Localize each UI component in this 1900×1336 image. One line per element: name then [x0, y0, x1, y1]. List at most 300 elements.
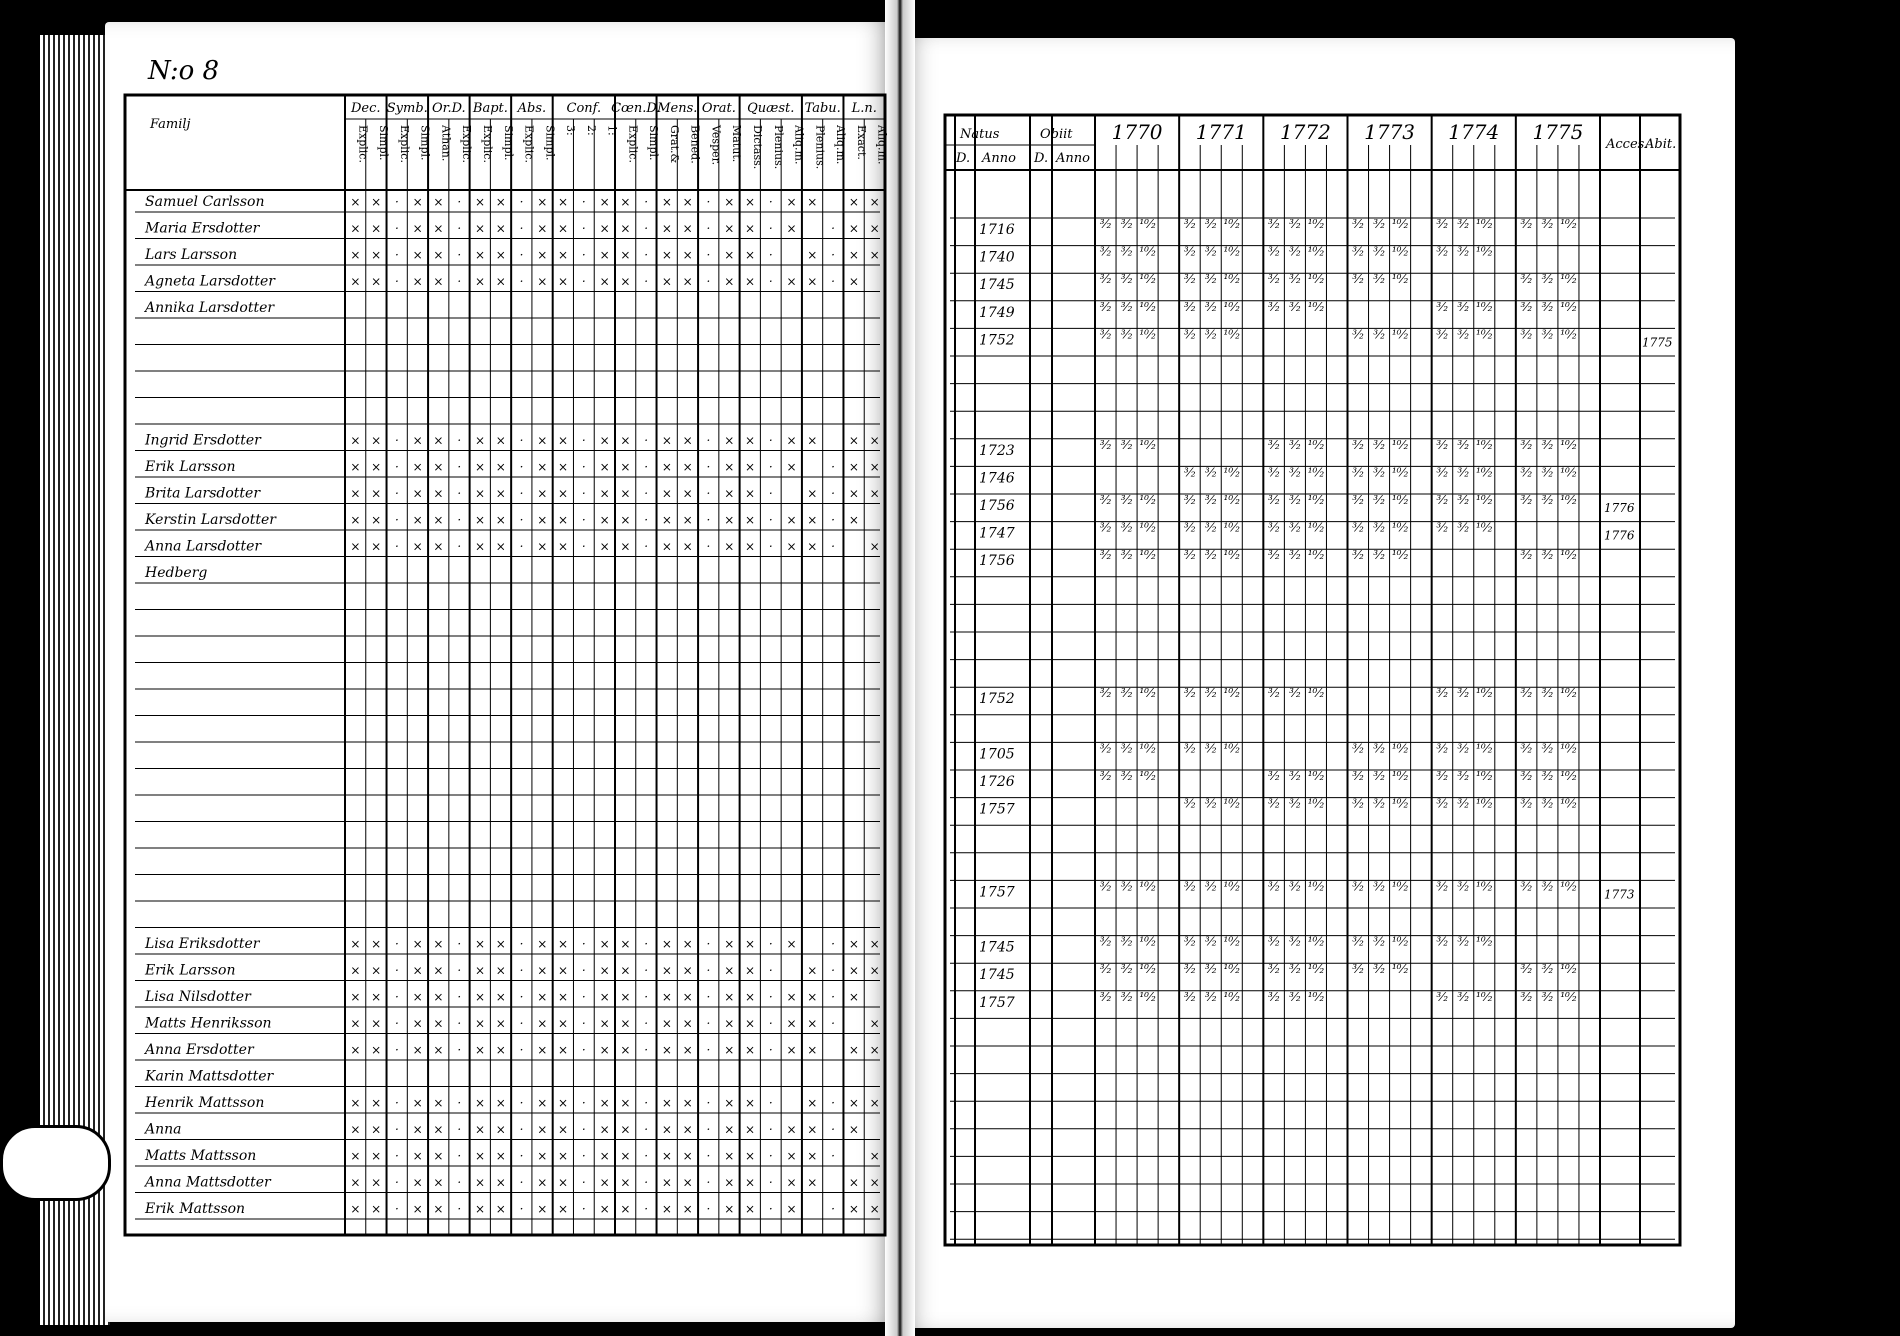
knowledge-mark: × [495, 937, 506, 951]
knowledge-mark: × [869, 1175, 880, 1190]
exam-mark: ¹⁰⁄₂ [1476, 465, 1493, 480]
member-name: Annika Larsdotter [145, 300, 275, 316]
knowledge-mark: · [457, 433, 462, 448]
knowledge-mark: · [395, 195, 399, 209]
knowledge-mark: × [599, 1202, 610, 1216]
exam-mark: ¹⁰⁄₂ [1139, 879, 1156, 894]
knowledge-mark: · [519, 221, 524, 236]
knowledge-mark: × [620, 990, 631, 1004]
knowledge-mark: × [724, 486, 735, 501]
exam-mark: ³⁄₂ [1373, 769, 1385, 783]
member-name: Anna Larsdotter [145, 538, 262, 555]
member-name: Erik Larsson [145, 459, 236, 475]
exam-mark: ³⁄₂ [1289, 244, 1301, 259]
knowledge-mark: · [831, 248, 835, 262]
exam-mark: ³⁄₂ [1120, 741, 1133, 756]
knowledge-mark: × [371, 1202, 382, 1216]
exam-mark: ³⁄₂ [1373, 520, 1385, 535]
sub-column-label: 1: [605, 125, 619, 136]
knowledge-mark: · [768, 274, 773, 289]
knowledge-mark: × [350, 248, 361, 262]
member-name: Karin Mattsdotter [145, 1068, 274, 1085]
knowledge-mark: · [395, 1149, 399, 1163]
knowledge-mark: · [768, 486, 773, 501]
knowledge-mark: × [474, 1096, 486, 1110]
exam-mark: ¹⁰⁄₂ [1307, 989, 1325, 1004]
member-name: Lisa Eriksdotter [145, 936, 260, 952]
knowledge-mark: × [661, 937, 672, 951]
exam-mark: ³⁄₂ [1268, 437, 1280, 452]
knowledge-mark: × [682, 433, 693, 448]
knowledge-mark: · [519, 539, 524, 554]
knowledge-mark: × [661, 1149, 672, 1163]
knowledge-mark: × [558, 1096, 569, 1110]
exam-mark: ³⁄₂ [1120, 272, 1133, 287]
knowledge-mark: × [433, 513, 444, 527]
knowledge-mark: × [433, 433, 444, 448]
exam-mark: ³⁄₂ [1457, 327, 1470, 342]
exam-mark: ³⁄₂ [1541, 796, 1554, 811]
exam-mark: ³⁄₂ [1183, 493, 1196, 507]
knowledge-mark: × [786, 274, 797, 289]
knowledge-mark: × [869, 1096, 880, 1110]
knowledge-mark: × [537, 513, 548, 527]
group-label: Orat. [701, 101, 736, 116]
knowledge-mark: · [519, 1149, 524, 1163]
knowledge-mark: × [724, 221, 735, 236]
exam-mark: ³⁄₂ [1268, 272, 1280, 287]
exam-mark: ³⁄₂ [1099, 299, 1112, 314]
knowledge-mark: · [644, 460, 649, 474]
knowledge-mark: · [457, 937, 462, 951]
knowledge-mark: · [457, 221, 462, 236]
exam-mark: ¹⁰⁄₂ [1391, 548, 1409, 563]
exam-mark: ³⁄₂ [1289, 962, 1301, 977]
knowledge-mark: · [706, 1043, 711, 1057]
knowledge-mark: × [599, 963, 610, 978]
exam-mark: ¹⁰⁄₂ [1307, 272, 1325, 287]
exam-mark: ³⁄₂ [1183, 686, 1196, 701]
exam-mark: ³⁄₂ [1541, 493, 1554, 507]
knowledge-mark: · [831, 221, 835, 236]
knowledge-mark: · [768, 937, 773, 951]
knowledge-mark: × [537, 195, 548, 209]
knowledge-mark: × [724, 937, 735, 951]
knowledge-mark: · [768, 1016, 773, 1031]
knowledge-mark: × [786, 539, 797, 554]
knowledge-mark: · [706, 513, 711, 527]
exam-mark: ³⁄₂ [1099, 272, 1112, 287]
knowledge-mark: × [537, 539, 548, 554]
exam-mark: ³⁄₂ [1352, 217, 1364, 231]
knowledge-mark: · [581, 433, 586, 448]
exam-mark: ¹⁰⁄₂ [1391, 879, 1409, 894]
birth-year: 1756 [979, 553, 1015, 570]
member-name: Matts Mattsson [145, 1148, 257, 1164]
knowledge-mark: × [620, 1175, 631, 1190]
knowledge-mark: × [661, 513, 672, 527]
exam-mark: ¹⁰⁄₂ [1560, 962, 1577, 977]
knowledge-mark: × [495, 248, 506, 262]
exam-mark: ¹⁰⁄₂ [1391, 934, 1409, 949]
knowledge-mark: · [581, 539, 586, 554]
knowledge-mark: × [724, 539, 735, 554]
exam-mark: ³⁄₂ [1289, 796, 1301, 811]
knowledge-mark: × [682, 1096, 693, 1110]
knowledge-mark: × [474, 274, 486, 289]
knowledge-mark: × [537, 1096, 548, 1110]
exam-mark: ¹⁰⁄₂ [1391, 437, 1409, 452]
exam-mark: ³⁄₂ [1373, 548, 1385, 563]
exam-mark: ³⁄₂ [1120, 769, 1133, 783]
exam-mark: ³⁄₂ [1373, 465, 1385, 480]
exam-mark: ³⁄₂ [1120, 299, 1133, 314]
exam-mark: ¹⁰⁄₂ [1560, 686, 1577, 701]
knowledge-mark: · [644, 274, 649, 289]
knowledge-mark: × [682, 1122, 693, 1137]
knowledge-mark: × [661, 1175, 672, 1190]
sub-column-label: Grat.& [667, 125, 681, 164]
exam-mark: ³⁄₂ [1120, 327, 1133, 342]
knowledge-mark: · [395, 248, 399, 262]
knowledge-mark: × [558, 1122, 569, 1137]
exam-mark: ³⁄₂ [1183, 244, 1196, 259]
sub-column-label: Simpl. [418, 125, 432, 161]
knowledge-mark: · [644, 1016, 649, 1031]
group-label: Symb. [386, 101, 428, 116]
knowledge-mark: · [768, 539, 773, 554]
knowledge-mark: × [433, 1202, 444, 1216]
knowledge-mark: × [807, 990, 818, 1004]
knowledge-mark: × [744, 221, 756, 236]
exam-mark: ¹⁰⁄₂ [1223, 493, 1240, 507]
knowledge-mark: × [371, 1043, 382, 1057]
knowledge-mark: × [433, 990, 444, 1004]
exam-mark: ³⁄₂ [1120, 520, 1133, 535]
exam-mark: ¹⁰⁄₂ [1307, 796, 1325, 811]
knowledge-mark: · [457, 963, 462, 978]
exam-mark: ¹⁰⁄₂ [1560, 769, 1577, 783]
knowledge-mark: × [620, 513, 631, 527]
knowledge-mark: × [474, 963, 486, 978]
knowledge-mark: × [433, 248, 444, 262]
knowledge-mark: × [682, 990, 693, 1004]
group-label: Mens. [657, 101, 698, 116]
exam-mark: ³⁄₂ [1204, 548, 1217, 563]
exam-mark: ³⁄₂ [1268, 465, 1280, 480]
knowledge-mark: × [682, 460, 693, 474]
exam-mark: ³⁄₂ [1520, 327, 1533, 342]
sub-column-label: Dictass. [751, 125, 764, 170]
exam-mark: ³⁄₂ [1268, 989, 1280, 1004]
birth-year: 1752 [979, 332, 1015, 349]
knowledge-mark: · [519, 274, 524, 289]
exam-mark: ¹⁰⁄₂ [1391, 769, 1409, 783]
knowledge-mark: × [744, 990, 756, 1004]
accessit-year: 1776 [1604, 528, 1635, 543]
knowledge-mark: · [395, 963, 399, 978]
knowledge-mark: · [457, 195, 462, 209]
knowledge-mark: × [744, 486, 756, 501]
knowledge-mark: × [371, 539, 382, 554]
knowledge-mark: × [495, 460, 506, 474]
exam-mark: ³⁄₂ [1289, 299, 1301, 314]
knowledge-mark: × [848, 221, 859, 236]
knowledge-mark: × [474, 1149, 486, 1163]
exam-mark: ¹⁰⁄₂ [1223, 548, 1240, 563]
exam-mark: ¹⁰⁄₂ [1139, 686, 1156, 701]
birth-year: 1757 [979, 994, 1015, 1011]
exam-mark: ³⁄₂ [1373, 327, 1385, 342]
member-name: Lars Larsson [145, 247, 238, 263]
knowledge-mark: × [682, 513, 693, 527]
knowledge-mark: × [807, 248, 818, 262]
knowledge-mark: × [350, 937, 361, 951]
sub-column-label: Plenius. [813, 125, 827, 170]
knowledge-mark: × [599, 513, 610, 527]
knowledge-mark: × [433, 195, 444, 209]
exam-mark: ¹⁰⁄₂ [1139, 299, 1156, 314]
knowledge-mark: × [350, 221, 361, 236]
exam-mark: ³⁄₂ [1183, 879, 1196, 894]
year-label: 1770 [1111, 120, 1163, 144]
exam-mark: ³⁄₂ [1183, 299, 1196, 314]
exam-mark: ³⁄₂ [1457, 934, 1470, 949]
knowledge-mark: · [581, 1043, 586, 1057]
sub-column-label: Simpl. [543, 125, 557, 161]
member-name: Anna Mattsdotter [145, 1174, 271, 1191]
knowledge-mark: × [848, 195, 859, 209]
knowledge-mark: × [869, 221, 880, 236]
exam-mark: ³⁄₂ [1436, 520, 1448, 535]
exam-mark: ³⁄₂ [1120, 437, 1133, 452]
sub-column-label: Athan. [439, 125, 453, 162]
knowledge-mark: × [807, 1175, 818, 1190]
knowledge-mark: × [786, 937, 797, 951]
exam-mark: ¹⁰⁄₂ [1476, 520, 1493, 535]
knowledge-mark: · [519, 990, 524, 1004]
knowledge-mark: × [744, 433, 756, 448]
exam-mark: ³⁄₂ [1457, 769, 1470, 783]
knowledge-mark: · [519, 433, 524, 448]
knowledge-mark: × [848, 1175, 859, 1190]
exam-mark: ³⁄₂ [1520, 989, 1533, 1004]
knowledge-mark: · [457, 1016, 462, 1031]
knowledge-mark: × [661, 460, 672, 474]
knowledge-mark: × [661, 248, 672, 262]
knowledge-mark: × [807, 539, 818, 554]
knowledge-mark: × [807, 486, 818, 501]
exam-mark: ¹⁰⁄₂ [1307, 686, 1325, 701]
knowledge-mark: × [807, 274, 818, 289]
sub-column-label: 3: [564, 125, 578, 136]
knowledge-mark: · [519, 1202, 524, 1216]
knowledge-mark: · [581, 990, 586, 1004]
exam-mark: ³⁄₂ [1436, 244, 1448, 259]
knowledge-mark: · [457, 513, 462, 527]
exam-mark: ¹⁰⁄₂ [1476, 244, 1493, 259]
group-label: Tabu. [804, 101, 841, 116]
knowledge-mark: · [768, 963, 773, 978]
knowledge-mark: · [768, 433, 773, 448]
knowledge-mark: × [350, 539, 361, 554]
sub-column-label: Vesper. [709, 125, 723, 166]
sub-column-label: Plenius. [771, 125, 785, 170]
knowledge-mark: · [395, 221, 399, 236]
knowledge-mark: × [537, 221, 548, 236]
knowledge-mark: × [786, 221, 797, 236]
knowledge-mark: × [724, 1096, 735, 1110]
exam-mark: ³⁄₂ [1436, 299, 1448, 314]
exam-mark: ³⁄₂ [1541, 879, 1554, 894]
knowledge-mark: × [537, 1149, 548, 1163]
knowledge-mark: × [350, 1043, 361, 1057]
exam-mark: ³⁄₂ [1120, 493, 1133, 507]
knowledge-mark: × [350, 1096, 361, 1110]
exam-mark: ³⁄₂ [1289, 548, 1301, 563]
exam-mark: ³⁄₂ [1352, 437, 1364, 452]
knowledge-mark: · [831, 963, 835, 978]
knowledge-mark: × [371, 937, 382, 951]
knowledge-mark: × [848, 990, 859, 1004]
exam-mark: ¹⁰⁄₂ [1476, 493, 1493, 507]
knowledge-mark: · [644, 937, 649, 951]
exam-mark: ³⁄₂ [1268, 796, 1280, 811]
knowledge-mark: × [474, 513, 486, 527]
exam-mark: ¹⁰⁄₂ [1139, 244, 1156, 259]
group-label: Bapt. [472, 101, 508, 116]
obiit-d-header: D. [1034, 151, 1049, 166]
member-name: Henrik Mattsson [145, 1095, 265, 1111]
knowledge-mark: × [474, 937, 486, 951]
exam-mark: ³⁄₂ [1268, 769, 1280, 783]
knowledge-mark: × [599, 274, 610, 289]
exam-mark: ³⁄₂ [1120, 989, 1133, 1004]
knowledge-mark: · [768, 1175, 773, 1190]
knowledge-mark: × [682, 1175, 693, 1190]
knowledge-mark: × [599, 937, 610, 951]
exam-mark: ³⁄₂ [1204, 741, 1217, 756]
exam-mark: ³⁄₂ [1289, 217, 1301, 231]
knowledge-mark: × [599, 486, 610, 501]
knowledge-mark: × [495, 513, 506, 527]
knowledge-mark: × [371, 248, 382, 262]
knowledge-mark: × [412, 1043, 423, 1057]
exam-mark: ³⁄₂ [1520, 465, 1533, 480]
knowledge-mark: × [661, 1202, 672, 1216]
exam-mark: ¹⁰⁄₂ [1139, 962, 1156, 977]
knowledge-mark: × [371, 274, 382, 289]
knowledge-mark: · [644, 1096, 649, 1110]
member-name: Anna Ersdotter [145, 1042, 254, 1058]
knowledge-mark: × [474, 1043, 486, 1057]
knowledge-mark: × [724, 990, 735, 1004]
knowledge-mark: × [620, 1096, 631, 1110]
exam-mark: ¹⁰⁄₂ [1139, 493, 1156, 507]
exam-mark: ³⁄₂ [1520, 299, 1533, 314]
knowledge-mark: × [495, 990, 506, 1004]
knowledge-mark: × [558, 486, 569, 501]
knowledge-mark: · [706, 1149, 711, 1163]
knowledge-mark: · [581, 460, 586, 474]
knowledge-mark: × [807, 195, 818, 209]
knowledge-mark: × [558, 1175, 569, 1190]
exam-mark: ³⁄₂ [1204, 520, 1217, 535]
knowledge-mark: × [412, 1096, 423, 1110]
knowledge-mark: × [620, 1016, 631, 1031]
knowledge-mark: × [807, 1149, 818, 1163]
knowledge-mark: × [786, 460, 797, 474]
knowledge-mark: × [620, 486, 631, 501]
knowledge-mark: · [768, 1149, 773, 1163]
knowledge-mark: × [433, 1122, 444, 1137]
knowledge-mark: · [644, 539, 649, 554]
knowledge-mark: × [786, 990, 797, 1004]
knowledge-mark: × [661, 221, 672, 236]
knowledge-mark: · [644, 486, 649, 501]
knowledge-mark: × [620, 1149, 631, 1163]
exam-mark: ¹⁰⁄₂ [1476, 217, 1493, 231]
exam-mark: ³⁄₂ [1289, 493, 1301, 507]
exam-mark: ¹⁰⁄₂ [1307, 493, 1325, 507]
knowledge-mark: · [519, 248, 524, 262]
knowledge-mark: · [831, 937, 835, 951]
knowledge-mark: × [412, 1122, 423, 1137]
knowledge-mark: × [682, 539, 693, 554]
knowledge-mark: × [620, 248, 631, 262]
exam-mark: ¹⁰⁄₂ [1223, 520, 1240, 535]
knowledge-mark: × [474, 460, 486, 474]
knowledge-mark: · [519, 513, 524, 527]
knowledge-mark: · [644, 248, 649, 262]
birth-year: 1747 [979, 525, 1015, 542]
knowledge-mark: × [682, 937, 693, 951]
exam-mark: ³⁄₂ [1373, 934, 1385, 949]
knowledge-mark: × [412, 513, 423, 527]
knowledge-mark: × [537, 937, 548, 951]
knowledge-mark: × [869, 963, 880, 978]
knowledge-mark: × [371, 195, 382, 209]
knowledge-mark: × [433, 539, 444, 554]
exam-mark: ³⁄₂ [1289, 989, 1301, 1004]
exam-mark: ³⁄₂ [1289, 437, 1301, 452]
exam-mark: ¹⁰⁄₂ [1223, 741, 1240, 756]
knowledge-mark: × [412, 1149, 423, 1163]
exam-mark: ¹⁰⁄₂ [1307, 465, 1325, 480]
knowledge-mark: · [457, 1175, 462, 1190]
knowledge-mark: · [581, 513, 586, 527]
sub-column-label: Explic. [522, 125, 536, 163]
exam-mark: ³⁄₂ [1541, 327, 1554, 342]
knowledge-mark: · [581, 1149, 586, 1163]
left-grid-lines [125, 95, 885, 1235]
accessit-abiit-entries [1604, 335, 1673, 901]
birth-year: 1757 [979, 801, 1015, 818]
knowledge-mark: × [412, 460, 423, 474]
knowledge-mark: × [661, 486, 672, 501]
natus-d-header: D. [956, 151, 971, 166]
exam-mark: ³⁄₂ [1268, 244, 1280, 259]
exam-mark: ³⁄₂ [1373, 741, 1385, 756]
knowledge-mark: × [433, 460, 444, 474]
exam-mark: ³⁄₂ [1541, 741, 1554, 756]
knowledge-mark: · [457, 1149, 462, 1163]
knowledge-mark: · [831, 513, 835, 527]
knowledge-mark: × [474, 539, 486, 554]
exam-mark: ¹⁰⁄₂ [1391, 520, 1409, 535]
knowledge-mark: × [620, 195, 631, 209]
knowledge-mark: · [519, 486, 524, 501]
